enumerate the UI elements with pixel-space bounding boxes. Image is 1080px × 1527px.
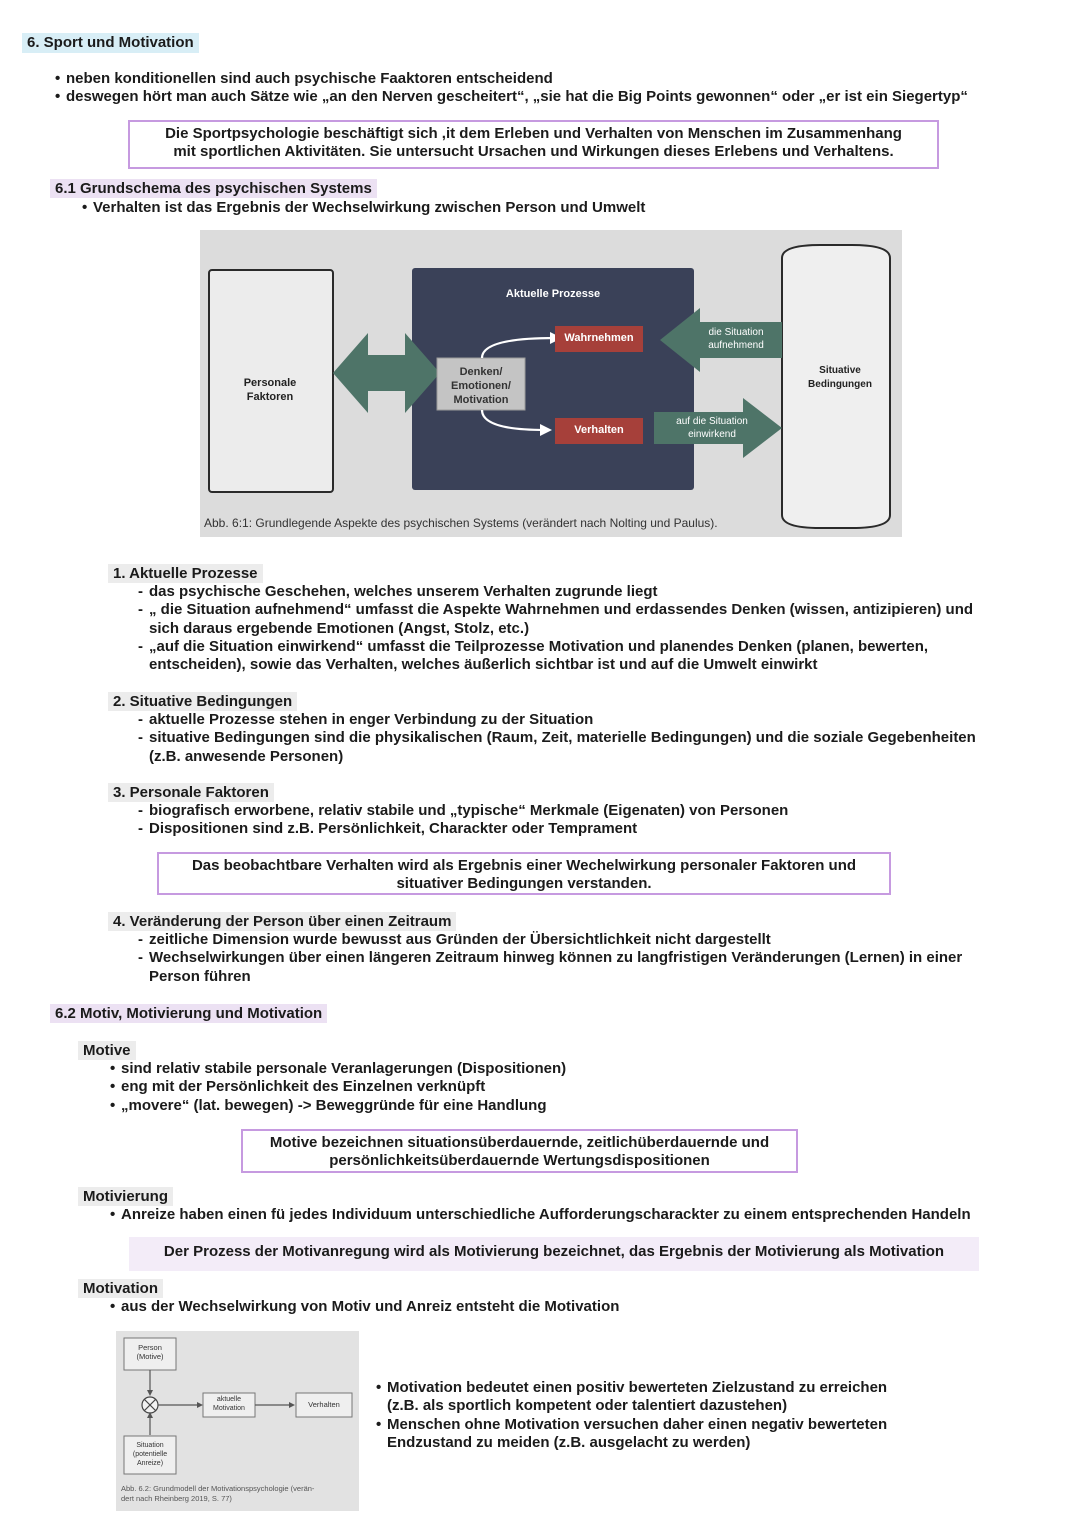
aufnehmend-label: die Situation aufnehmend [708, 327, 764, 351]
motivation-right-bullet: • Menschen ohne Motivation versuchen daher einen negativ bewerteten Endzustand zu meiden (z.B. ausgelacht zu werden) [376, 1416, 1036, 1453]
item2-line: - aktuelle Prozesse stehen in enger Verbindung zu der Situation [138, 711, 594, 728]
wahrnehmen-label: Wahrnehmen [564, 332, 634, 344]
item2-line: - situative Bedingungen sind die physikalischen (Raum, Zeit, materielle Bedingungen) und die soziale Gegebenheiten (z.B. anwesende Personen) [138, 729, 976, 765]
figure-psychic-system [200, 230, 902, 537]
definition-line: Die Sportpsychologie beschäftigt sich ,it dem Erleben und Verhalten von Menschen im Zusammenhang [165, 125, 902, 142]
figure-motivation-model [116, 1331, 359, 1511]
motive-box [241, 1129, 798, 1173]
definition-line: mit sportlichen Aktivitäten. Sie untersucht Ursachen und Wirkungen dieses Erlebens und Verhaltens. [173, 143, 894, 161]
item2-list [138, 711, 1058, 766]
intro-bullet: • deswegen hört man auch Sätze wie „an den Nerven gescheitert“, „sie hat die Big Points gewonnen“ oder „er ist ein Siegertyp“ [55, 88, 1065, 106]
person-label: Person (Motive) [136, 1343, 164, 1361]
motivierung-bullet: • Anreize haben einen fü jedes Individuum unterschiedliche Aufforderungscharackter zu einem entsprechenden Handeln [110, 1206, 1070, 1224]
item1-list [138, 583, 1058, 674]
item1-line: - das psychische Geschehen, welches unserem Verhalten zugrunde liegt [138, 583, 658, 600]
motive-bullet: • „movere“ (lat. bewegen) -> Beweggründe für eine Handlung [110, 1097, 810, 1115]
item3-line: - biografisch erworbene, relativ stabile und „typische“ Merkmale (Eigenaten) von Personen [138, 802, 789, 819]
motivation-right-list [376, 1379, 1036, 1452]
motivation-list [110, 1298, 810, 1316]
section-6-1-heading: 6.1 Grundschema des psychischen Systems [50, 180, 377, 198]
verhalten-label: Verhalten [574, 424, 624, 436]
motivation-right-bullet: • Motivation bedeutet einen positiv bewerteten Zielzustand zu erreichen (z.B. als sportlich kompetent oder talentiert dazustehen) [376, 1379, 1036, 1416]
motive-heading: Motive [78, 1042, 136, 1060]
figure1-caption: Abb. 6:1: Grundlegende Aspekte des psychischen Systems (verändert nach Nolting und Paulus). [204, 516, 718, 530]
section-6-1-bullet-wrap [82, 199, 982, 217]
einwirkend-label: auf die Situation einwirkend [676, 416, 748, 440]
personale-label: Personale Faktoren [243, 377, 297, 403]
item1-line: - „ die Situation aufnehmend“ umfasst die Aspekte Wahrnehmen und erdassendes Denken (wissen, antizipieren) und sich daraus ergebende Emotionen (Angst, Stolz, etc.) [138, 601, 974, 637]
item1-heading: 1. Aktuelle Prozesse [108, 565, 263, 583]
item4-line: - Wechselwirkungen über einen längeren Zeitraum hinweg können zu langfristigen Veränderungen (Lernen) in einer Person führen [138, 949, 963, 985]
motivation-heading: Motivation [78, 1280, 163, 1298]
denken-label: Denken/ Emotionen/ Motivation [451, 366, 511, 406]
motive-bullet: • eng mit der Persönlichkeit des Einzelnen verknüpft [110, 1078, 810, 1096]
wechselwirkung-box [157, 852, 891, 895]
situation-label: Situation (potentielle Anreize) [132, 1442, 168, 1467]
motive-box-line: persönlichkeitsüberdauernde Wertungsdispositionen [329, 1152, 710, 1170]
item3-list [138, 802, 1058, 839]
item1-line: - „auf die Situation einwirkend“ umfasst die Teilprozesse Motivation und planendes Denken (planen, bewerten, entscheiden), sowie das Verhalten, welches äußerlich sichtbar ist und auf die Umwelt einwirkt [138, 637, 929, 674]
verhalten2-label: Verhalten [308, 1400, 340, 1409]
definition-box [128, 120, 939, 169]
situative-label: Situative Bedingungen [808, 365, 872, 390]
motive-bullet: • sind relativ stabile personale Veranlagerungen (Dispositionen) [110, 1060, 810, 1078]
motivierung-box: Der Prozess der Motivanregung wird als Motivierung bezeichnet, das Ergebnis der Motivierung als Motivation [129, 1237, 979, 1271]
item2-heading: 2. Situative Bedingungen [108, 693, 297, 711]
item3-line: - Dispositionen sind z.B. Persönlichkeit, Charackter oder Temprament [138, 820, 638, 838]
wechselwirkung-line: situativer Bedingungen verstanden. [396, 875, 652, 893]
item4-heading: 4. Veränderung der Person über einen Zeitraum [108, 913, 456, 931]
intro-list [55, 70, 1065, 107]
section-6-2-heading: 6.2 Motiv, Motivierung und Motivation [50, 1005, 327, 1023]
section-6-1-bullet: • Verhalten ist das Ergebnis der Wechselwirkung zwischen Person und Umwelt [82, 199, 982, 217]
item3-heading: 3. Personale Faktoren [108, 784, 274, 802]
page-title: 6. Sport und Motivation [22, 33, 199, 53]
wechselwirkung-line: Das beobachtbare Verhalten wird als Ergebnis einer Wechelwirkung personaler Faktoren und [191, 857, 857, 874]
motive-list [110, 1060, 810, 1115]
intro-bullet: • neben konditionellen sind auch psychische Faaktoren entscheidend [55, 70, 1065, 88]
motivation-bullet: • aus der Wechselwirkung von Motiv und Anreiz entsteht die Motivation [110, 1298, 810, 1316]
figure2-caption: Abb. 6.2: Grundmodell der Motivationspsychologie (verän- dert nach Rheinberg 2019, S. 77) [121, 1484, 315, 1503]
motivierung-heading: Motivierung [78, 1188, 173, 1206]
item4-list [138, 931, 1058, 986]
item4-line: - zeitliche Dimension wurde bewusst aus Gründen der Übersichtlichkeit nicht dargestellt [138, 931, 771, 948]
aktuelle-label: Aktuelle Prozesse [505, 288, 601, 300]
aktuelle2-label: aktuelle Motivation [213, 1396, 245, 1412]
motivierung-list [110, 1206, 1070, 1224]
motive-box-line: Motive bezeichnen situationsüberdauernde, zeitlichüberdauernde und [269, 1134, 770, 1151]
